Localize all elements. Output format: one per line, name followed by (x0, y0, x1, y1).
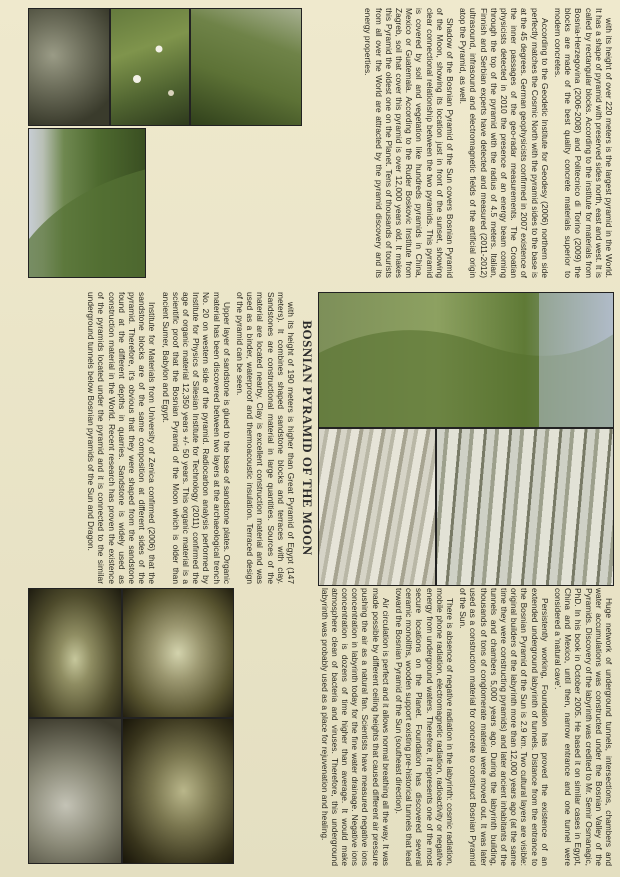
col3-para-4: Air circulation is perfect and it allows normal breathing all the way. It was made possible by different ceiling heights that caused different air pressure pushing the air as a natural fan. Scientists have measured negative ions concentration in labyrinth today for the fine water drainage. Negative ions concentration is dozens of time higher than average. It would make atmosphere clean of bacteria and viruses. Therefore, this underground labyrinth was probably used as a place for rejuvenation and healing. (319, 588, 391, 866)
col1-para-2: According to the Geodetic Institute for Geodesy (2006) northern side perfectly matches the Cosmic North with the pyramid sides to the base is at the 45 degrees. German geophysicists confirmed in 2007 existence of the inner passages of the geo-radar measurements. The Croatian physicists detected in 2010 the presence of an energy beam coming through the top of the pyramid with the radius of 4.5 meters. Italian, Finnish and Serbian experts have detected and measured (2011-2012) ultrasound, infrasound and electromagnetic fields of the artificial origin atop the Pyramid, as well. (458, 8, 550, 278)
col3-para-3: There is absence of negative radiation in the labyrinth: cosmic radiation, mobile phone radiation, electromagnetic radiation, radioactivity or negative energy from underground waters. Therefore, it represents one of the most secure locations on the Planet. Foundation has discovered several ceramic monoliths, wooden support existing pre-historical tunnels that lead toward the Bosnian Pyramid of the Sun (southeast direction). (393, 588, 455, 866)
photo-pyramid-moon-landscape (28, 128, 146, 278)
column-tunnels (236, 588, 614, 866)
photo-stone-blocks (28, 8, 110, 126)
col3-para-1: Huge network of underground tunnels, intersections, chambers and water accumulations was constructed under the Bosnian Valley of the Pyramids. Discovery of the labyrinth was credited to Mr. Semir Osmanagic, PhD. In his book in October 2005. He based it on similar cases in Egypt, China and Mexico, until then, narrow entrance and one tunnel were considered a 'natural cave'. (552, 588, 614, 866)
column-pyramid-sun-rotated (304, 8, 614, 278)
col2-para-1: with its height of 190 meters is higher than Great Pyramid of Egypt (147 meters). It combines shaped sandstone blocks and terraces with clay. Sandstones are constructional material in large quantities. Sources of the material are located nearby. Clay is excellent construction material and was used as a binder, waterproof and thermoacoustic insulation. Terraced design of the pyramid can be seen. (234, 292, 296, 584)
column-pyramid-sun (304, 8, 614, 278)
photo-valley-panorama (318, 292, 614, 428)
photo-excavation-site (110, 8, 190, 126)
col2-para-3: Institute for Materials from University of Zenica confirmed (2006) that the sandstone blocks are of the same composition at different sides of the pyramid. Therefore, it's obvious that they were shaped from the sandstone found at the different depths in quarries. Sandstone is widely used as construction material in the World. Recent research has proven the existence of the pyramids located under the pyramid and it is connected to the similar underground tunnels below Bosnian pyramids of the Sun and Dragon. (86, 292, 158, 584)
photo-tunnel-1 (28, 588, 122, 718)
photo-green-hill (190, 8, 302, 126)
photo-tunnel-3 (122, 718, 234, 864)
pyramid-moon-title: BOSNIAN PYRAMID OF THE MOON (300, 320, 315, 556)
excavation-illustration (111, 9, 190, 126)
landscape-illustration (29, 129, 146, 278)
photo-sandstone-plates (318, 428, 436, 586)
valley-illustration (319, 293, 614, 428)
column-tunnels-rotated (236, 588, 614, 866)
col1-para-1: with its height of over 220 meters is the largest pyramid in the World. It has a shape of pyramid with preserved sides north, east and west. It is called by rectangular blocks. According to the institute for materials from Bosnia-Herzegovina (2006-2008) and Politecnico di Torino (2009) the blocks are made of the best quality concrete materials superior to modern concretes. (552, 8, 614, 278)
photo-tunnel-2 (122, 588, 234, 718)
photo-sandstone-terrace (436, 428, 614, 586)
col2-para-2: Upper layer of sandstone is glued to the base of sandstone plates. Organic material has been discovered between two layers at the archaeological trench No. 20 on western side of the pyramid. Radiocarbon analysis performed by Institute for Physics of Silesian Institute for Technology (2011) confirmed the age of organic material 12,350 years +/- 50 years. This organic material is a scientific proof that the Bosnian Pyramid of the Moon which is older than ancient Sumer, Babylon and Egypt. (160, 292, 232, 584)
column-pyramid-moon-rotated (28, 292, 316, 584)
column-pyramid-moon (28, 292, 316, 584)
photo-tunnel-wall (28, 718, 122, 864)
col3-para-2: Persistently working, Foundation has proved the existence of an extended underground labyrinth of tunnels. Distance from the entrance to the Bosnian Pyramid of the Sun is 2.9 km. Two cultural layers are visible: original builders of the labyrinth more than 12,000 years ago (at the same time they were constructing pyramids) and later ancient inhabitants of the tunnels and chambers 5,000 years ago. During the labyrinth building, thousands of tons of conglomerate material were moved out. It was later used as a construction material for concrete to construct Bosnian Pyramid of the Sun. (458, 588, 550, 866)
col1-para-3: Shadow of the Bosnian Pyramid of the Sun covers Bosnian Pyramid of the Moon, showing its location just in front of the sunset, showing clear connectional relationship between the two pyramids. This pyramid is covered by soil and vegetation like hundreds pyramids in China, Mexico or Guatemala. According to the Ruder Boskovic Institute from Zagreb, soil that cover this pyramid is over 12,000 years old. It makes this Pyramid the oldest one on the Planet. Tens of thousands of tourists from all over the World are attracted by the pyramid discovery and its energy properties. (363, 8, 455, 278)
